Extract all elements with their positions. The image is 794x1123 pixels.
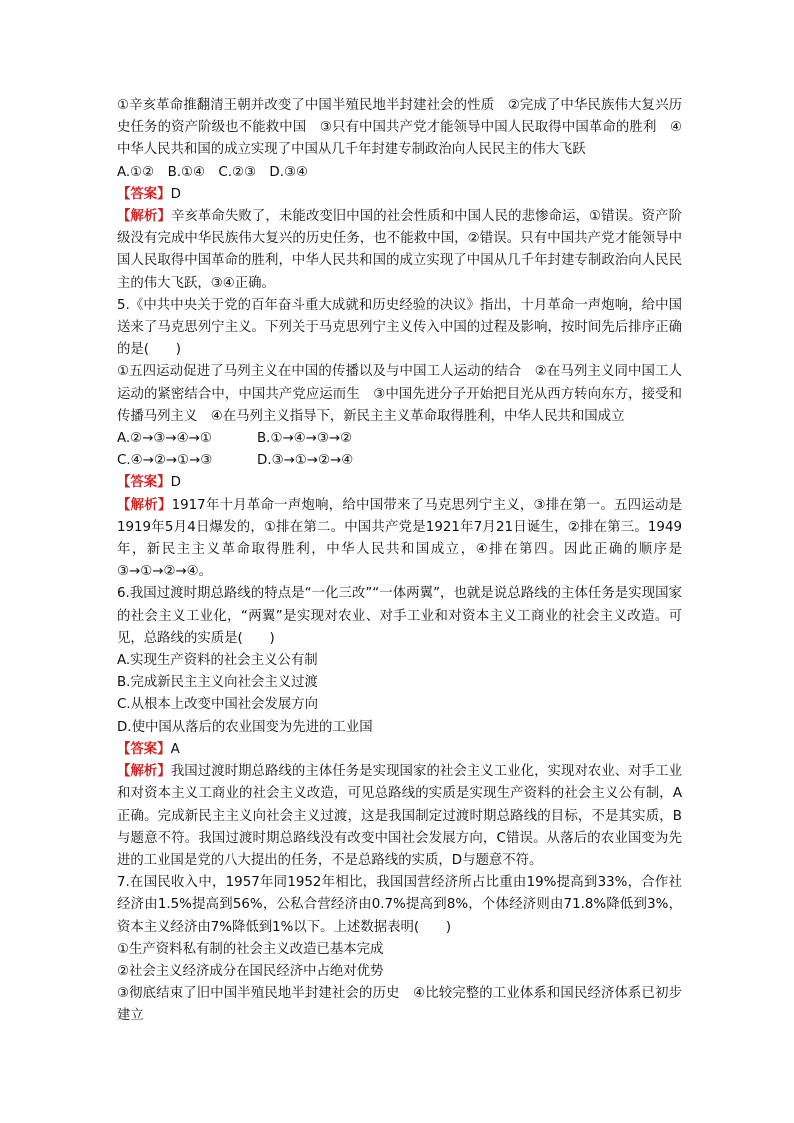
q5-answer-value: D	[170, 475, 181, 491]
q5-option-d: D.③→①→②→④	[257, 453, 354, 469]
q5-analysis	[117, 495, 682, 584]
q4-statements: ①辛亥革命推翻清王朝并改变了中国半殖民地半封建社会的性质 ②完成了中华民族伟大复兴历史任务的资产阶级也不能救中国 ③只有中国共产党才能领导中国人民取得中国革命的胜利 ④中华人民共和国的成立实现了中国从几千年封建专制政治向人民民主的伟大飞跃	[117, 98, 682, 158]
q6-answer	[117, 739, 682, 761]
q7-statement-2: ②社会主义经济成分在国民经济中占绝对优势	[117, 963, 384, 979]
q7-statement-3-4: ③彻底结束了旧中国半殖民地半封建社会的历史 ④比较完整的工业体系和国民经济体系已初步建立	[117, 986, 682, 1024]
analysis-label: 【解析】	[117, 497, 172, 513]
document-page	[117, 95, 682, 1028]
q6-option-c: C.从根本上改变中国社会发展方向	[117, 697, 319, 713]
q5-answer	[117, 472, 682, 494]
q7-stem: 7.在国民收入中，1957年同1952年相比，我国国营经济所占比重由19%提高到33%，合作社经济由1.5%提高到56%，公私合营经济由0.7%提高到8%，个体经济则由71.8%降低到3%，资本主义经济由7%降低到1%以下。上述数据表明( )	[117, 875, 682, 935]
q4-analysis-text: 辛亥革命失败了，未能改变旧中国的社会性质和中国人民的悲惨命运，①错误。资产阶级没有完成中华民族伟大复兴的历史任务，也不能救中国，②错误。只有中国共产党才能领导中国人民取得中国革命的胜利，中华人民共和国的成立实现了中国从几千年封建专制政治向人民民主的伟大飞跃，③④正确。	[117, 209, 682, 291]
q6-option-a: A.实现生产资料的社会主义公有制	[117, 653, 318, 669]
q5-statements: ①五四运动促进了马列主义在中国的传播以及与中国工人运动的结合 ②在马列主义同中国工人运动的紧密结合中，中国共产党应运而生 ③中国先进分子开始把目光从西方转向东方，接受和传播马列主义 ④在马列主义指导下，新民主主义革命取得胜利，中华人民共和国成立	[117, 364, 682, 424]
q6-analysis-text: 我国过渡时期总路线的主体任务是实现国家的社会主义工业化，实现对农业、对手工业和对资本主义工商业的社会主义改造，可见总路线的实质是实现生产资料的社会主义公有制，A正确。完成新民主主义向社会主义过渡，这是我国制定过渡时期总路线的目标，不是其实质，B与题意不符。我国过渡时期总路线没有改变中国社会发展方向，C错误。从落后的农业国变为先进的工业国是党的八大提出的任务，不是总路线的实质，D与题意不符。	[117, 764, 683, 868]
answer-label: 【答案】	[117, 741, 171, 757]
q6-answer-value: A	[170, 741, 180, 757]
q6-analysis	[117, 761, 682, 872]
q5-option-c: C.④→②→①→③	[117, 453, 213, 469]
q4-answer	[117, 184, 682, 206]
q4-analysis	[117, 206, 682, 295]
q5-option-a: A.②→③→④→①	[117, 431, 212, 447]
q6-stem: 6.我国过渡时期总路线的特点是“一化三改”“一体两翼”，也就是说总路线的主体任务是实现国家的社会主义工业化，“两翼”是实现对农业、对手工业和对资本主义工商业的社会主义改造。可见，总路线的实质是( )	[117, 586, 682, 646]
q7-statement-1: ①生产资料私有制的社会主义改造已基本完成	[117, 941, 384, 957]
q5-options	[117, 428, 682, 472]
q4-options: A.①② B.①④ C.②③ D.③④	[117, 164, 309, 180]
analysis-label: 【解析】	[117, 209, 171, 225]
analysis-label: 【解析】	[117, 764, 171, 780]
q6-option-d: D.使中国从落后的农业国变为先进的工业国	[117, 719, 373, 735]
q6-option-b: B.完成新民主主义向社会主义过渡	[117, 675, 318, 691]
q5-analysis-text: 1917年十月革命一声炮响，给中国带来了马克思列宁主义，③排在第一。五四运动是1919年5月4日爆发的，①排在第二。中国共产党是1921年7月21日诞生，②排在第三。1949年，新民主主义革命取得胜利，中华人民共和国成立，④排在第四。因此正确的顺序是③→①→②→④。	[117, 497, 683, 580]
q4-answer-value: D	[170, 186, 181, 202]
answer-label: 【答案】	[117, 475, 171, 491]
q5-stem: 5.《中共中央关于党的百年奋斗重大成就和历史经验的决议》指出，十月革命一声炮响，给中国送来了马克思列宁主义。下列关于马克思列宁主义传入中国的过程及影响，按时间先后排序正确的是( )	[117, 297, 682, 358]
answer-label: 【答案】	[117, 186, 171, 202]
q5-option-b: B.①→④→③→②	[257, 431, 353, 447]
